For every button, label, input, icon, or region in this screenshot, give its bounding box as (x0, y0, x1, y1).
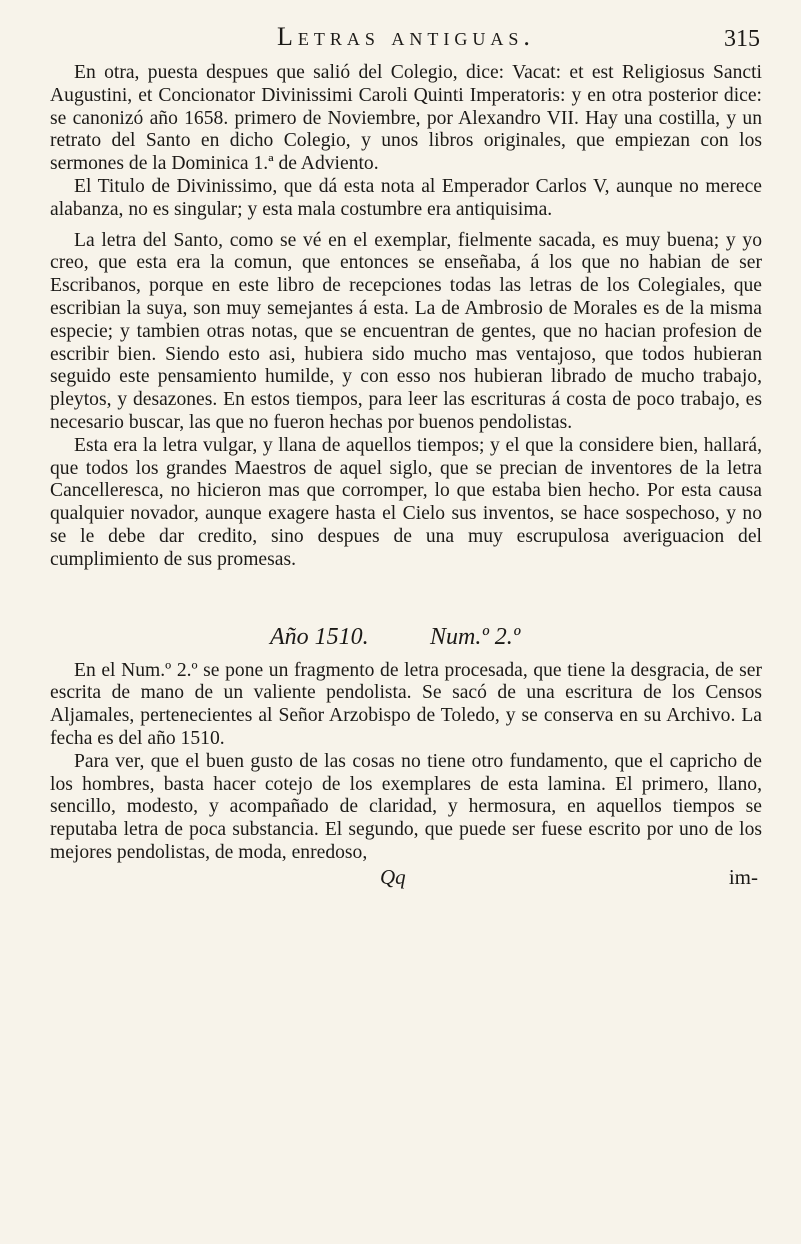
running-title: Letras antiguas. (277, 22, 535, 51)
section-year: Año 1510. (270, 623, 369, 650)
paragraph-5: En el Num.º 2.º se pone un fragmento de letra procesada, que tiene la desgracia, de ser escrita de mano de un valiente pendolista. Se sacó de una escritura de los Censos Aljamales, pertenecientes al Señor Arzobispo de Toledo, y se conserva en su Archivo. La fecha es del año 1510. (50, 659, 762, 749)
paragraph-6: Para ver, que el buen gusto de las cosas no tiene otro fundamento, que el capricho de los hombres, basta hacer cotejo de los exemplares de esta lamina. El primero, llano, sencillo, modesto, y acompañado de claridad, y hermosura, en aquellos tiempos se reputaba letra de poca substancia. El segundo, que puede ser fuese escrito por uno de los mejores pendolistas, de moda, enredoso, (50, 750, 762, 863)
signature-mark: Qq (380, 864, 406, 889)
paragraph-3: La letra del Santo, como se vé en el exemplar, fielmente sacada, es muy buena; y yo creo, que esta era la comun, que entonces se enseñaba, á los que no habian de ser Escribanos, porque en este libro de recepciones todas las letras de los Colegiales, que escribian la suya, son muy semejantes á esta. La de Ambrosio de Morales es de la misma especie; y tambien otras notas, que se encuentran de gentes, que no hacian profesion de escribir bien. Siendo esto asi, hubiera sido mucho mas ventajoso, que todos hubieran seguido este pensamiento humilde, y con esso nos hubieran librado de mucho trabajo, pleytos, y desazones. En estos tiempos, para leer las escrituras á costa de poco trabajo, es necesario buscar, las que no fueron hechas por buenos pendolistas. (50, 229, 762, 433)
paragraph-2: El Titulo de Divinissimo, que dá esta nota al Emperador Carlos V, aunque no merece alabanza, no es singular; y esta mala costumbre era antiquisima. (50, 175, 762, 220)
book-page (50, 22, 762, 893)
running-head (50, 22, 762, 62)
page-footer (50, 865, 762, 893)
paragraph-4: Esta era la letra vulgar, y llana de aquellos tiempos; y el que la considere bien, hallará, que todos los grandes Maestros de aquel siglo, que se precian de inventores de la letra Cancelleresca, no hicieron mas que corromper, lo que estaba bien hecho. Por esta causa qualquier novador, aunque exagere hasta el Cielo sus inventos, se hace sospechoso, y no se le debe dar credito, sino despues de una muy escrupulosa averiguacion del cumplimiento de sus promesas. (50, 434, 762, 570)
page-number: 315 (724, 26, 760, 52)
paragraph-1: En otra, puesta despues que salió del Colegio, dice: Vacat: et est Religiosus Sancti Augustini, et Concionator Divinissimi Caroli Quinti Imperatoris: y en otra posterior dice: se canonizó año 1658. primero de Noviembre, por Alexandro VII. Hay una costilla, y un retrato del Santo en dicho Colegio, y unos libros originales, que empiezan con los sermones de la Dominica 1.ª de Adviento. (50, 62, 762, 175)
catchword: im- (728, 864, 758, 889)
section-number: Num.º 2.º (430, 623, 521, 650)
section-heading (50, 620, 762, 660)
